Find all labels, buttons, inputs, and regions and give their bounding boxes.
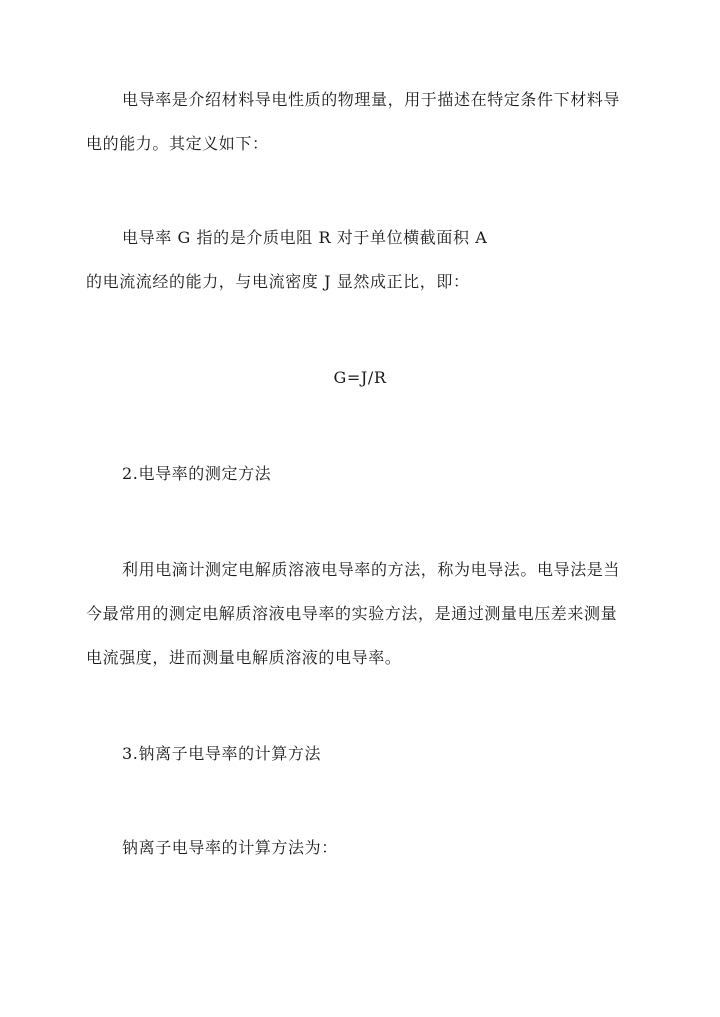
paragraph-definition-line-1: 电导率 G 指的是介质电阻 R 对于单位横截面积 A: [122, 228, 488, 247]
paragraph-definition-line-2: 的电流流经的能力，与电流密度 J 显然成正比，即：: [86, 272, 470, 291]
paragraph-method-line-1: 利用电滴计测定电解质溶液电导率的方法，称为电导法。电导法是当: [122, 560, 621, 579]
paragraph-method-line-3: 电流强度，进而测量电解质溶液的电导率。: [86, 648, 402, 667]
section-heading-2: 2.电导率的测定方法: [122, 464, 272, 483]
paragraph-intro-line-1: 电导率是介绍材料导电性质的物理量，用于描述在特定条件下材料导: [122, 90, 621, 109]
formula: G=J/R: [333, 368, 387, 387]
paragraph-intro-line-2: 电的能力。其定义如下：: [86, 134, 269, 153]
section-heading-3: 3.钠离子电导率的计算方法: [122, 744, 322, 763]
paragraph-sodium-line-1: 钠离子电导率的计算方法为：: [122, 838, 338, 857]
paragraph-method-line-2: 今最常用的测定电解质溶液电导率的实验方法，是通过测量电压差来测量: [86, 604, 618, 623]
